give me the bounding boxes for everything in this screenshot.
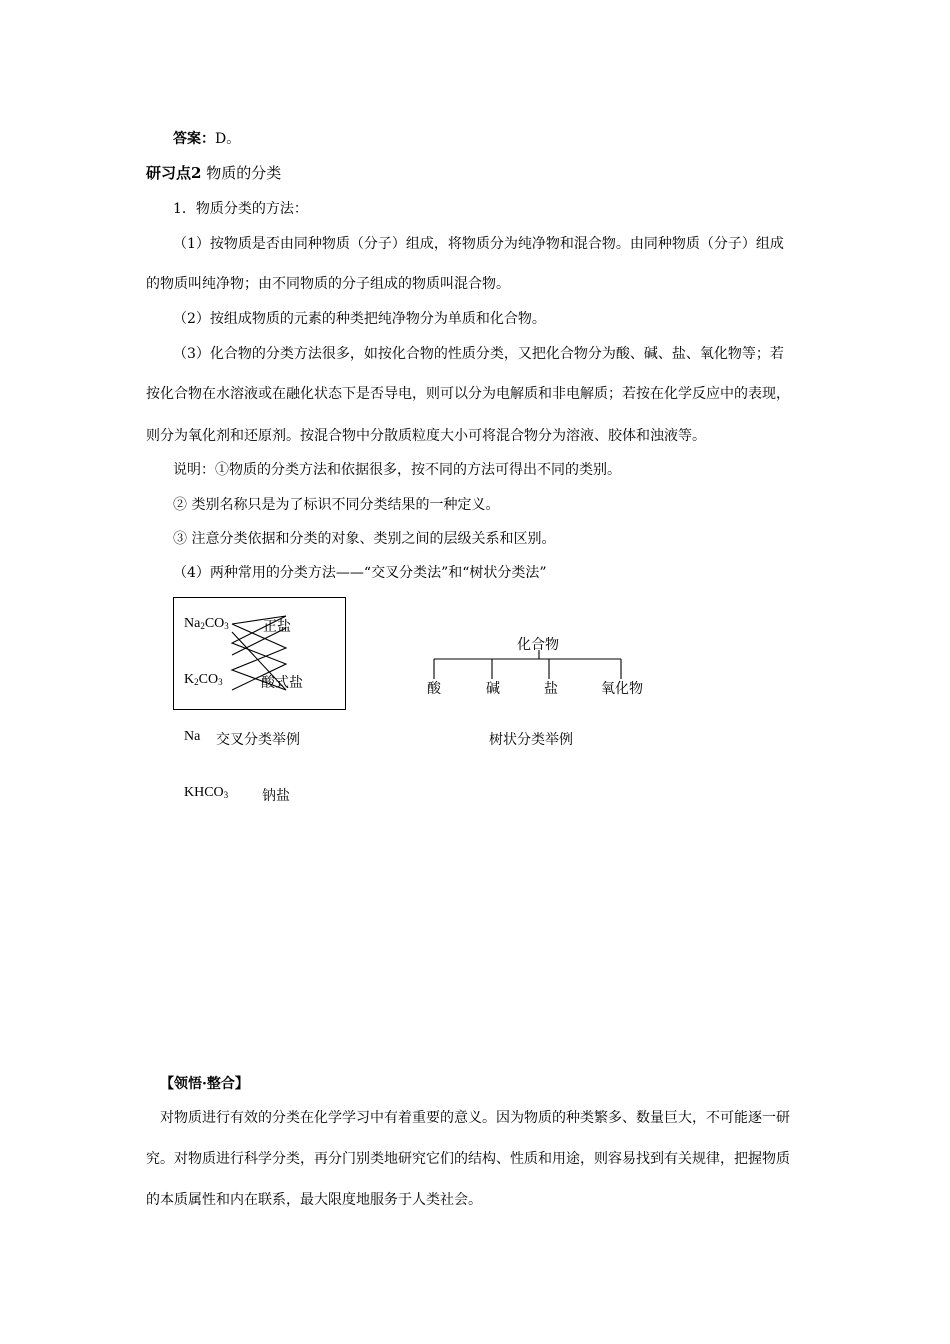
tree-caption: 树状分类举例	[489, 732, 573, 748]
section-title: 物质的分类	[206, 164, 282, 182]
answer-label: 答案	[173, 131, 201, 147]
note-1: 说明：①物质的分类方法和依据很多，按不同的方法可得出不同的类别。	[173, 462, 621, 478]
paragraph-4-line-3: 则分为氧化剂和还原剂。按混合物中分散质粒度大小可将混合物分为溶液、胶体和浊液等。	[146, 428, 706, 444]
summary-line-3: 的本质属性和内在联系，最大限度地服务于人类社会。	[146, 1192, 482, 1208]
cross-right-item-1: 正盐	[263, 619, 291, 635]
answer-colon: ：	[201, 131, 215, 147]
note-3: ③ 注意分类依据和分类的对象、类别之间的层级关系和区别。	[173, 531, 556, 547]
tree-child-base: 碱	[486, 681, 500, 697]
paragraph-2-line-1: （1）按物质是否由同种物质（分子）组成，将物质分为纯净物和混合物。由同种物质（分子）组成	[173, 236, 784, 252]
cross-caption: 交叉分类举例	[216, 732, 300, 748]
paragraph-4-line-2: 按化合物在水溶液或在融化状态下是否导电，则可以分为电解质和非电解质；若按在化学反应中的表现，	[146, 386, 790, 402]
cross-right-item-2: 酸式盐	[261, 675, 303, 691]
note-2: ② 类别名称只是为了标识不同分类结果的一种定义。	[173, 497, 500, 513]
paragraph-1: 1．物质分类的方法：	[173, 201, 308, 217]
summary-heading: 【领悟·整合】	[160, 1076, 249, 1092]
paragraph-4-line-1: （3）化合物的分类方法很多，如按化合物的性质分类，又把化合物分为酸、碱、盐、氧化物等；若	[173, 346, 784, 362]
tree-child-acid: 酸	[427, 681, 441, 697]
summary-line-1: 对物质进行有效的分类在化学学习中有着重要的意义。因为物质的种类繁多、数量巨大，不可能逐一研	[160, 1110, 790, 1126]
cross-left-item-4: $KHCO_3$	[184, 785, 229, 800]
cross-left-item-1: $Na_2CO_3$	[184, 616, 229, 631]
section-number: 研习点2	[146, 164, 202, 182]
paragraph-5: （4）两种常用的分类方法——“交叉分类法”和“树状分类法”	[173, 565, 547, 581]
summary-line-2: 究。对物质进行科学分类，再分门别类地研究它们的结构、性质和用途，则容易找到有关规律，把握物质	[146, 1151, 790, 1167]
tree-child-salt: 盐	[544, 681, 558, 697]
tree-child-oxide: 氧化物	[601, 681, 643, 697]
answer-value: D。	[215, 131, 241, 147]
cross-left-item-2: $K_2CO_3$	[184, 672, 223, 687]
paragraph-3: （2）按组成物质的元素的种类把纯净物分为单质和化合物。	[173, 311, 546, 327]
cross-right-item-3: 钠盐	[262, 788, 290, 804]
cross-left-item-3: Na	[184, 729, 201, 744]
paragraph-2-line-2: 的物质叫纯净物；由不同物质的分子组成的物质叫混合物。	[146, 276, 510, 292]
tree-root: 化合物	[517, 637, 559, 653]
